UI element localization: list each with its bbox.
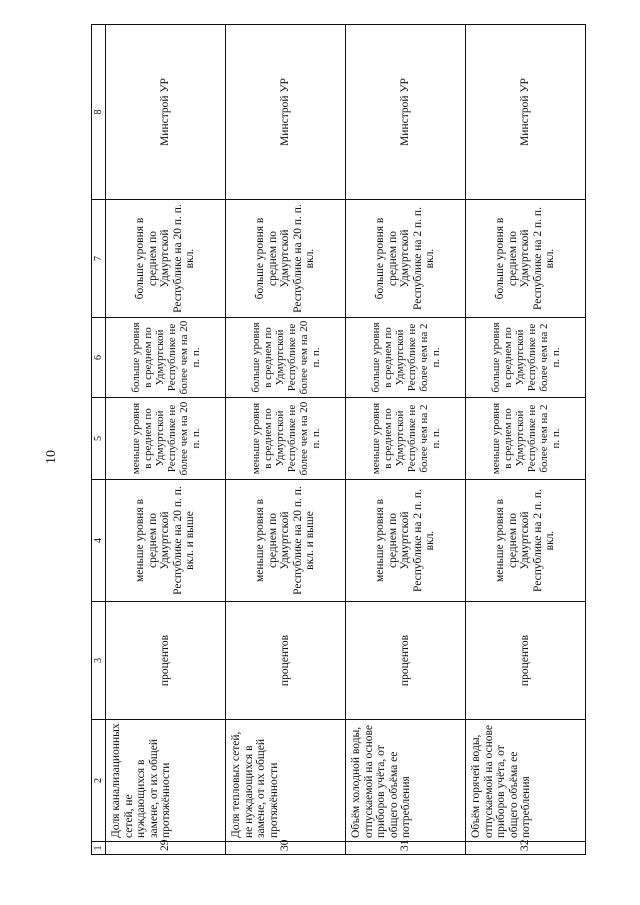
header-cell-5: 5 <box>92 398 106 480</box>
header-cell-1: 1 <box>92 842 106 855</box>
row-number: 30 <box>226 842 346 855</box>
criterion-col5: меньше уровня в среднем по Удмуртской Республике не более чем на 2 п. п. <box>346 398 466 480</box>
row-number: 29 <box>106 842 226 855</box>
indicators-table <box>91 24 586 855</box>
header-cell-6: 6 <box>92 318 106 398</box>
criterion-col6: больше уровня в среднем по Удмуртской Республике не более чем на 2 п. п. <box>346 318 466 398</box>
table-container <box>91 25 586 855</box>
criterion-col7: больше уровня в среднем по Удмуртской Республике на 2 п. п. вкл. <box>346 200 466 318</box>
criterion-col5: меньше уровня в среднем по Удмуртской Республике не более чем на 2 п. п. <box>466 398 586 480</box>
criterion-col4: меньше уровня в среднем по Удмуртской Республике на 20 п. п. вкл. и выше <box>106 480 226 602</box>
row-number: 31 <box>346 842 466 855</box>
criterion-col4: меньше уровня в среднем по Удмуртской Республике на 2 п. п. вкл. <box>466 480 586 602</box>
unit: процентов <box>106 602 226 720</box>
unit: процентов <box>346 602 466 720</box>
indicator-name: Объём горячей воды, отпускаемой на основе приборов учёта, от общего объёма ее потребления <box>466 720 586 842</box>
table-row <box>346 25 466 855</box>
indicator-name: Доля канализационных сетей, не нуждающихся в замене, от их общей протяжённости <box>106 720 226 842</box>
unit: процентов <box>226 602 346 720</box>
criterion-col6: больше уровня в среднем по Удмуртской Республике не более чем на 20 п. п. <box>106 318 226 398</box>
criterion-col6: больше уровня в среднем по Удмуртской Республике не более чем на 20 п. п. <box>226 318 346 398</box>
criterion-col7: больше уровня в среднем по Удмуртской Республике на 20 п. п. вкл. <box>226 200 346 318</box>
responsible-agency: Минстрой УР <box>106 25 226 200</box>
criterion-col7: больше уровня в среднем по Удмуртской Республике на 2 п. п. вкл. <box>466 200 586 318</box>
header-cell-7: 7 <box>92 200 106 318</box>
table-header-row <box>92 25 106 855</box>
responsible-agency: Минстрой УР <box>226 25 346 200</box>
header-cell-2: 2 <box>92 720 106 842</box>
row-number: 32 <box>466 842 586 855</box>
criterion-col6: больше уровня в среднем по Удмуртской Республике не более чем на 2 п. п. <box>466 318 586 398</box>
header-cell-4: 4 <box>92 480 106 602</box>
criterion-col7: больше уровня в среднем по Удмуртской Республике на 20 п. п. вкл. <box>106 200 226 318</box>
rotated-table-frame <box>91 25 586 855</box>
page-number: 10 <box>44 450 59 464</box>
criterion-col4: меньше уровня в среднем по Удмуртской Республике на 2 п. п. вкл. <box>346 480 466 602</box>
responsible-agency: Минстрой УР <box>466 25 586 200</box>
indicator-name: Доля тепловых сетей, не нуждающихся в замене, от их общей протяжённости <box>226 720 346 842</box>
table-row <box>106 25 226 855</box>
criterion-col4: меньше уровня в среднем по Удмуртской Республике на 20 п. п. вкл. и выше <box>226 480 346 602</box>
header-cell-3: 3 <box>92 602 106 720</box>
table-row <box>226 25 346 855</box>
criterion-col5: меньше уровня в среднем по Удмуртской Республике не более чем на 20 п. п. <box>226 398 346 480</box>
criterion-col5: меньше уровня в среднем по Удмуртской Республике не более чем на 20 п. п. <box>106 398 226 480</box>
table-row <box>466 25 586 855</box>
unit: процентов <box>466 602 586 720</box>
responsible-agency: Минстрой УР <box>346 25 466 200</box>
header-cell-8: 8 <box>92 25 106 200</box>
indicator-name: Объём холодной воды, отпускаемой на основе приборов учёта, от общего объёма ее потребления <box>346 720 466 842</box>
